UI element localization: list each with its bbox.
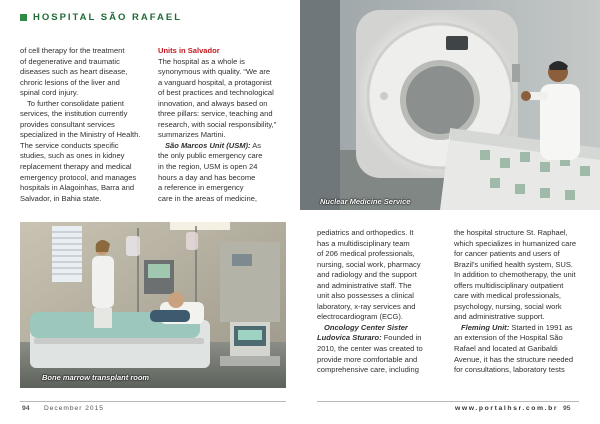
text-line: care with medical professionals, <box>454 291 561 301</box>
text-line: has a multidisciplinary team <box>317 238 410 248</box>
text-line <box>158 141 294 152</box>
text-line: of degenerative and traumatic <box>20 56 120 66</box>
photo-nuclear-medicine <box>300 0 600 210</box>
text-line: summarizes Martini. <box>158 130 226 140</box>
text-line: laboratory, x-ray services and <box>317 301 416 311</box>
text-line: nursing, social work, pharmacy <box>317 259 421 269</box>
text-line: for consultations, laboratory tests <box>454 365 565 375</box>
right-column-1 <box>317 228 451 376</box>
text-line: an extension of the Hospital São <box>454 333 563 343</box>
text-line: The service conducts specific <box>20 140 119 150</box>
text-line: of best practices and technological <box>158 88 274 98</box>
footer-date: December 2015 <box>44 405 104 412</box>
right-page-number: 95 <box>563 405 571 412</box>
text-line: a vanguard hospital, a protagonist <box>158 77 272 87</box>
text-line: which specializes in humanized care <box>454 238 577 248</box>
section-header: HOSPITAL SÃO RAFAEL <box>33 12 183 23</box>
text-line: The hospital as a whole is <box>158 56 245 66</box>
text-line: a reference in emergency <box>158 183 244 193</box>
text-line: pediatrics and orthopedics. It <box>317 228 414 237</box>
text-line: diseases such as heart disease, <box>20 67 128 77</box>
lead-oncology-center: Oncology Center Sister <box>324 322 408 332</box>
text-line: innovation, and always based on <box>158 98 268 108</box>
text-line: Salvador, in Bahia state. <box>20 193 102 203</box>
caption-bone-marrow: Bone marrow transplant room <box>42 373 150 382</box>
bone-marrow-room-illustration <box>20 222 286 388</box>
lead-oncology-center-name: Ludovica Sturaro: <box>317 333 382 343</box>
text-line: hospitals in Alagoinhas, Barra and <box>20 183 135 193</box>
text-line: provides consultant services <box>20 119 115 129</box>
text-line: services, the institution currently <box>20 109 128 119</box>
right-footer-rule <box>317 401 579 402</box>
text-line: for cancer patients and users of <box>454 249 560 259</box>
text-line: in the region, USM is open 24 <box>158 162 258 172</box>
header-marker <box>20 14 27 21</box>
left-page-number: 94 <box>22 405 30 412</box>
text-line: of cell therapy for the treatment <box>20 46 125 55</box>
text-line: chroric lesions of the liver and <box>20 77 120 87</box>
text-line: research, with social responsibility,” <box>158 119 277 129</box>
left-column-2 <box>158 46 294 204</box>
lead-tail: Founded in <box>383 333 422 343</box>
text-line: synonymous with quality. “We are <box>158 67 271 77</box>
text-line: the only public emergency care <box>158 151 263 161</box>
text-line: spinal cord injury. <box>20 88 79 98</box>
text-line: and administrative staff. The <box>317 280 412 290</box>
text-line: the hospital structure St. Raphael, <box>454 228 568 237</box>
photo-bone-marrow-room <box>20 222 286 388</box>
text-line <box>317 333 451 344</box>
left-column-1 <box>20 46 150 204</box>
text-line: In addition to chemotherapy, the unit <box>454 270 576 280</box>
text-line: replacement therapy and medical <box>20 162 132 172</box>
lead-fleming-unit: Fleming Unit: <box>461 322 510 332</box>
text-line: psychology, nursing, social work <box>454 301 562 311</box>
lead-tail: Started in 1991 as <box>511 322 573 332</box>
right-column-2 <box>454 228 596 376</box>
text-line: provide more comfortable and <box>317 354 418 364</box>
text-line: 2010, the center was created to <box>317 344 423 354</box>
text-line: and radiology and the support <box>317 270 417 280</box>
text-line: comprehensive care, including <box>317 365 419 375</box>
text-line: Rafael and located at Garibaldi <box>454 344 558 354</box>
lead-tail: As <box>252 140 262 150</box>
text-line: care in the areas of medicine, <box>158 193 258 203</box>
text-line: three pillars: service, teaching and <box>158 109 273 119</box>
subheading-units-in-salvador: Units in Salvador <box>158 46 220 55</box>
text-line: unit also possesses a clinical <box>317 291 414 301</box>
text-line: electrocardiogram (ECG). <box>317 312 403 322</box>
text-line: studies, such as ones in kidney <box>20 151 125 161</box>
text-line: specialized in the Ministry of Health. <box>20 130 141 140</box>
text-line: emergency protocol, and manages <box>20 172 137 182</box>
caption-nuclear-medicine: Nuclear Medicine Service <box>320 197 411 206</box>
footer-website: www.portalhsr.com.br <box>455 405 559 412</box>
text-line: To further consolidate patient <box>27 98 124 108</box>
nuclear-medicine-illustration <box>300 0 600 210</box>
text-line: and administrative support. <box>454 312 545 322</box>
lead-sao-marcos-unit: São Marcos Unit (USM): <box>165 140 251 150</box>
text-line: Brazil’s unified health system, SUS. <box>454 259 573 269</box>
text-line: offers multidisciplinary outpatient <box>454 280 564 290</box>
text-line: hours a day and has become <box>158 172 256 182</box>
text-line <box>454 323 596 334</box>
text-line: Avenue, it has the structure needed <box>454 354 574 364</box>
left-footer-rule <box>20 401 286 402</box>
text-line: of 206 medical professionals, <box>317 249 415 259</box>
